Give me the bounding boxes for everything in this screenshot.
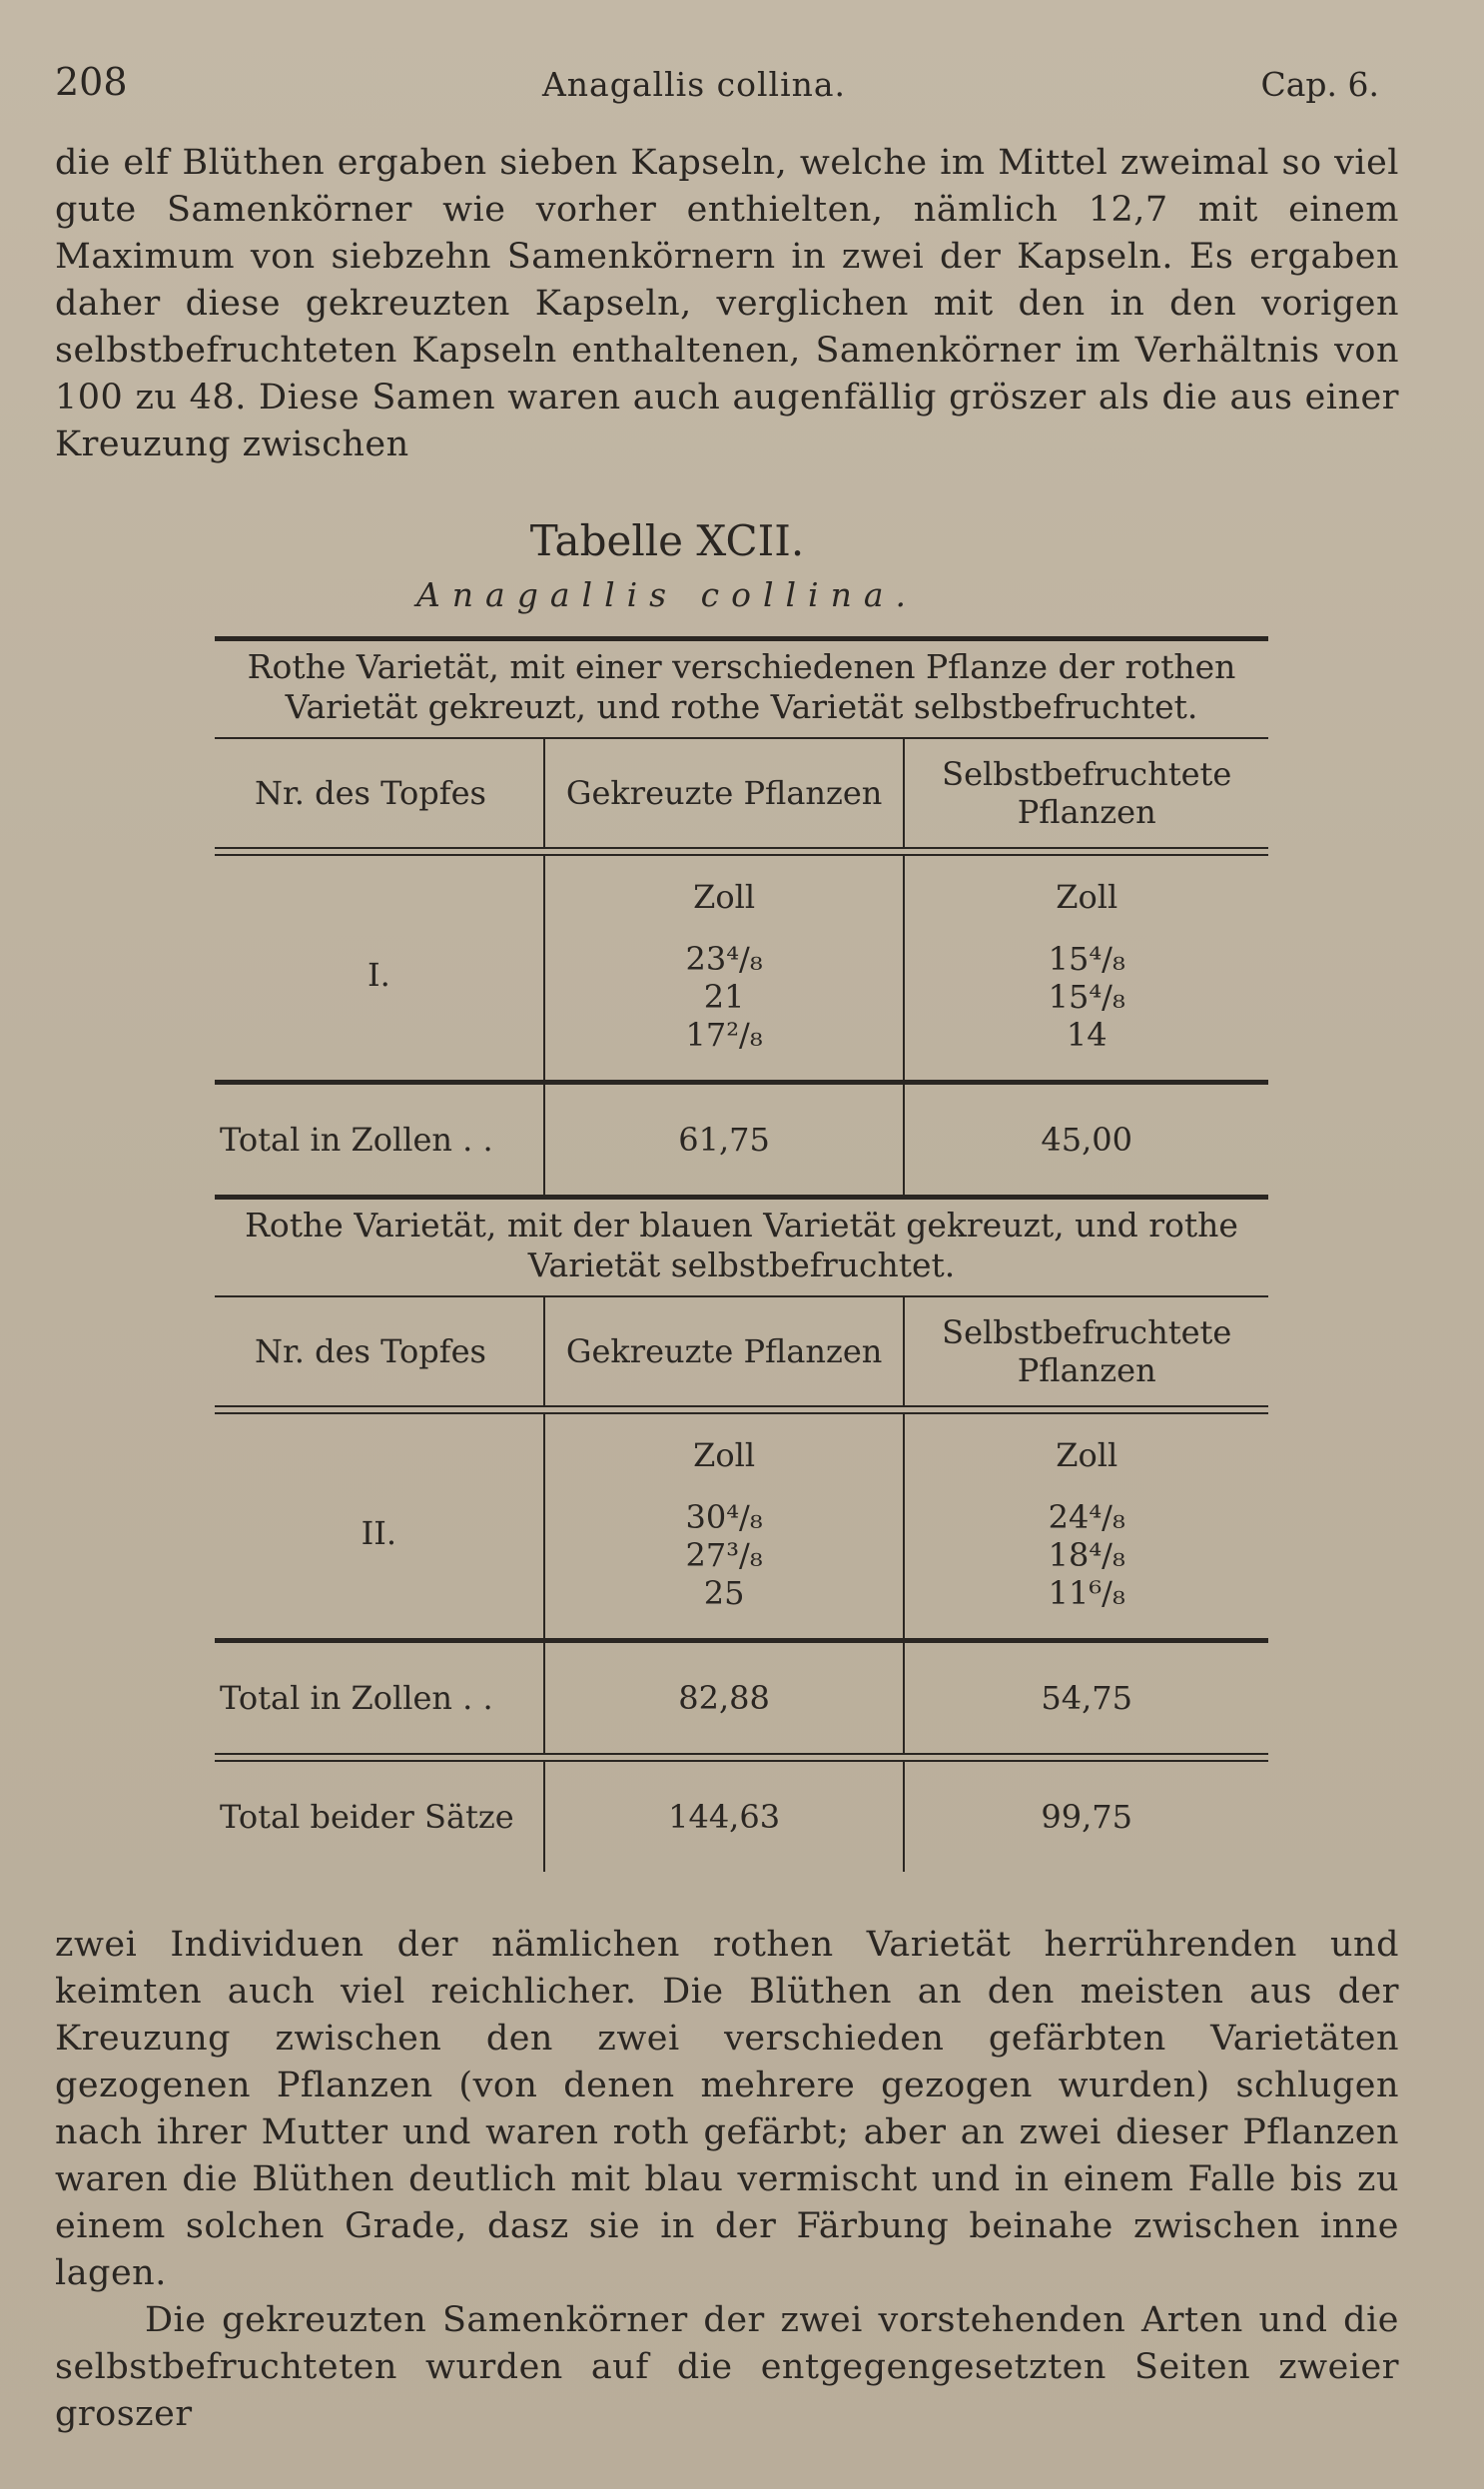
total-self: 54,75: [903, 1643, 1268, 1753]
table-header-row: [215, 739, 1268, 847]
value-cell: 27³/₈: [685, 1536, 763, 1574]
value-cell: 21: [703, 978, 745, 1016]
total-label: Total in Zollen . .: [220, 1679, 493, 1717]
data-table: [215, 636, 1268, 1872]
table-rule: [215, 1405, 1268, 1414]
column-header-crossed: Gekreuzte Pflanzen: [543, 739, 904, 847]
column-header-crossed: Gekreuzte Pflanzen: [543, 1297, 904, 1405]
crossed-values: [543, 1414, 904, 1638]
value-cell: 14: [1066, 1016, 1108, 1054]
total-row: [215, 1643, 1268, 1753]
table-row: [215, 856, 1268, 1080]
total-self: 45,00: [903, 1085, 1268, 1195]
total-label: Total in Zollen . .: [220, 1121, 493, 1159]
column-header-pot: Nr. des Topfes: [255, 1332, 486, 1370]
grand-total-row: [215, 1762, 1268, 1872]
intro-paragraph: die elf Blüthen ergaben sieben Kapseln, welche im Mittel zweimal so viel gute Samenkörner wie vorher enthielten, nämlich 12,7 mit einem Maximum von siebzehn Samenkörnern in zwei der Kapseln. Es ergaben daher diese gekreuzten Kapseln, verglichen mit den in den vorigen selbstbefruchteten Kapseln enthaltenen, Samenkörner im Verhältnis von 100 zu 48. Diese Samen waren auch augenfällig gröszer als die aus einer Kreuzung zwischen: [55, 143, 1399, 464]
total-crossed: 61,75: [543, 1085, 904, 1195]
total-row: [215, 1085, 1268, 1195]
unit-label: Zoll: [693, 878, 756, 916]
column-header-self: Selbstbefruchtete Pflanzen: [903, 1297, 1268, 1405]
closing-text: [55, 1922, 1399, 2438]
value-cell: 23⁴/₈: [685, 940, 763, 978]
value-cell: 15⁴/₈: [1048, 940, 1125, 978]
table-rule: [215, 847, 1268, 856]
column-header-self: Selbstbefruchtete Pflanzen: [903, 739, 1268, 847]
value-cell: 25: [703, 1574, 745, 1612]
section-caption: Rothe Varietät, mit der blauen Varietät gekreuzt, und rothe Varietät selbstbefruchtet.: [245, 1206, 1238, 1284]
closing-paragraph: zwei Individuen der nämlichen rothen Varietät herrührenden und keimten auch viel reichlicher. Die Blüthen an den meisten aus der Kreuzung zwischen den zwei verschieden gefärbten Varietäten gezogenen Pflanzen (von denen mehrere gezogen wurden) schlugen nach ihrer Mutter und waren roth gefärbt; aber an zwei dieser Pflanzen waren die Blüthen deutlich mit blau vermischt und in einem Falle bis zu einem solchen Grade, dasz sie in der Färbung beinahe zwischen inne lagen.: [55, 1925, 1399, 2293]
pot-number: I.: [367, 956, 390, 994]
unit-label: Zoll: [1056, 878, 1118, 916]
table-title: Tabelle XCII.: [529, 516, 805, 565]
closing-paragraph: Die gekreuzten Samenkörner der zwei vorstehenden Arten und die selbstbefruchteten wurden auf die entgegengesetzten Seiten zweier groszer: [55, 2300, 1399, 2434]
unit-label: Zoll: [1056, 1436, 1118, 1474]
section-caption: Rothe Varietät, mit einer verschiedenen Pflanze der rothen Varietät gekreuzt, und rothe Varietät selbstbefruchtet.: [247, 647, 1236, 726]
column-header-pot: Nr. des Topfes: [255, 774, 486, 812]
total-crossed: 82,88: [543, 1643, 904, 1753]
table-subtitle: Anagallis collina.: [415, 575, 919, 614]
self-values: [903, 1414, 1268, 1638]
pot-number: II.: [361, 1514, 397, 1552]
value-cell: 17²/₈: [685, 1016, 763, 1054]
grand-total-label: Total beider Sätze: [220, 1798, 514, 1836]
grand-total-self: 99,75: [903, 1762, 1268, 1872]
table-header-row: [215, 1297, 1268, 1405]
running-title: Anagallis collina.: [541, 65, 847, 104]
self-values: [903, 856, 1268, 1080]
running-head: [55, 60, 1399, 104]
value-cell: 11⁶/₈: [1048, 1574, 1125, 1612]
value-cell: 24⁴/₈: [1048, 1498, 1125, 1536]
value-cell: 30⁴/₈: [685, 1498, 763, 1536]
chapter-label: Cap. 6.: [1260, 65, 1379, 104]
table-row: [215, 1414, 1268, 1638]
page-number: 208: [55, 60, 128, 104]
value-cell: 15⁴/₈: [1048, 978, 1125, 1016]
grand-total-crossed: 144,63: [543, 1762, 904, 1872]
value-cell: 18⁴/₈: [1048, 1536, 1125, 1574]
unit-label: Zoll: [693, 1436, 756, 1474]
crossed-values: [543, 856, 904, 1080]
table-rule: [215, 1753, 1268, 1762]
